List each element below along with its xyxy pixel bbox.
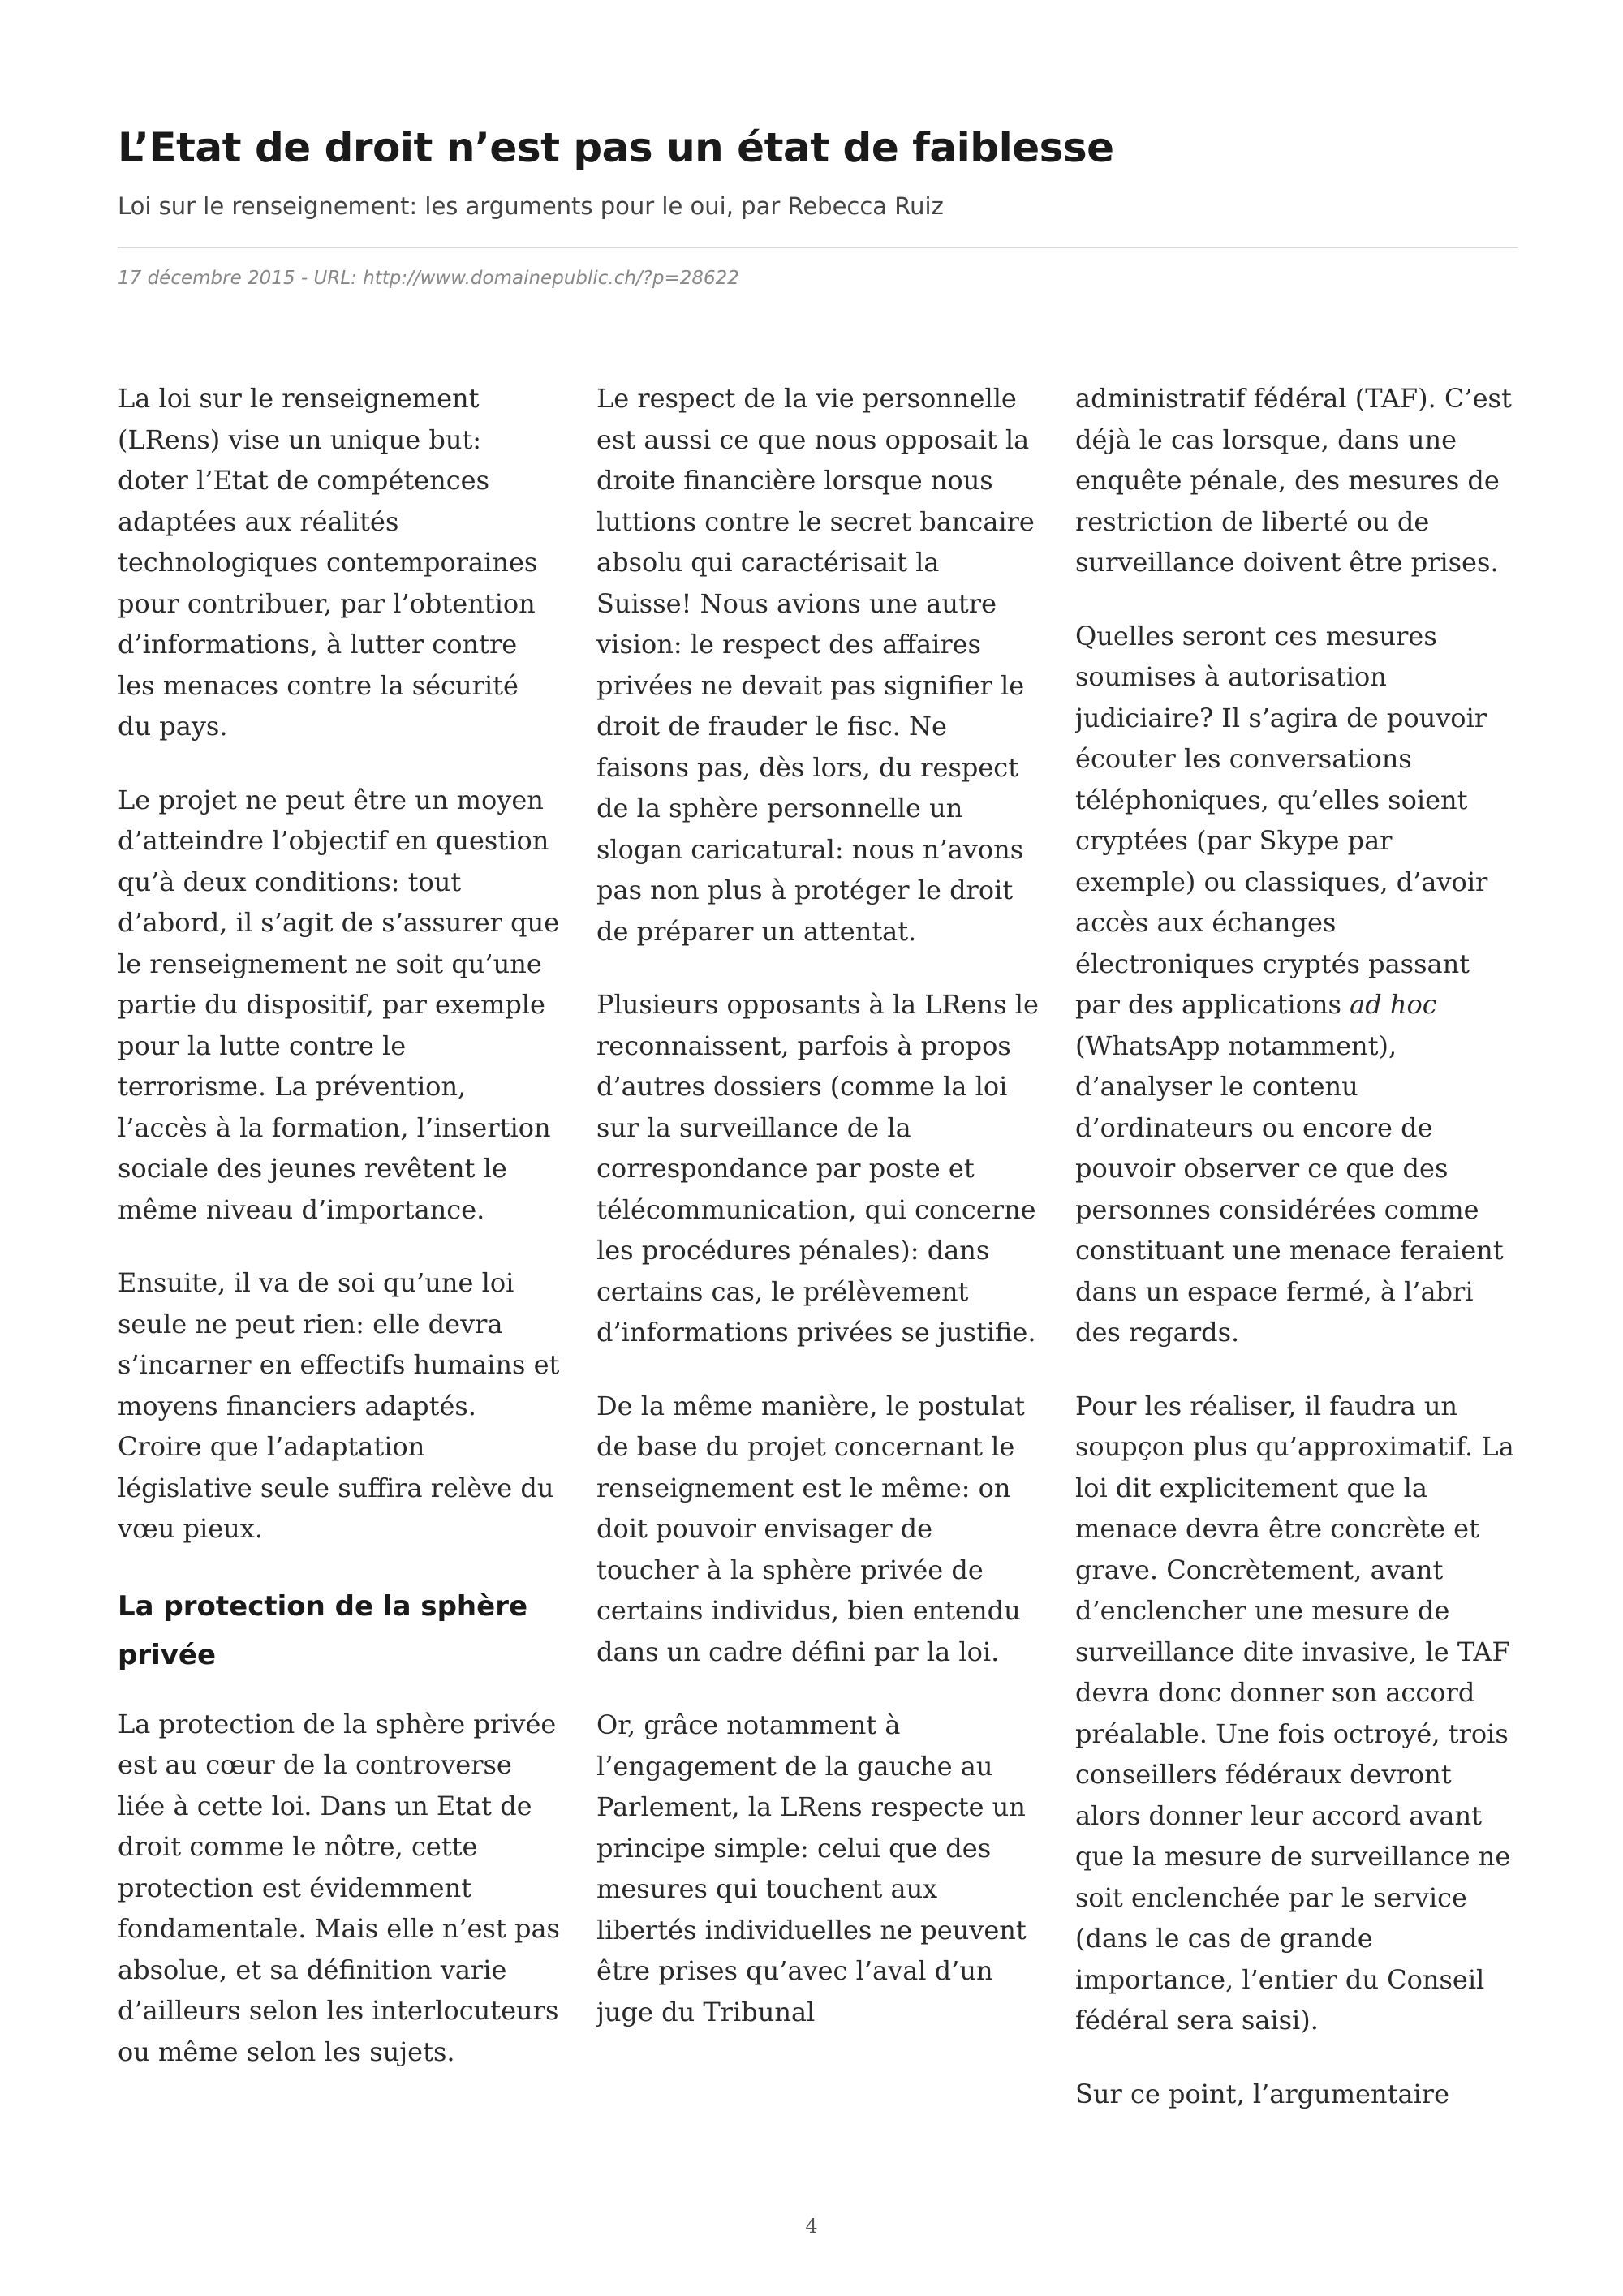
column-1 [118,378,560,2179]
paragraph: La loi sur le renseignement (LRens) vise un unique but: doter l’Etat de compétences adaptées aux réalités technologiques contemporaines pour contribuer, par l’obtention d’informations, à lutter contre les menaces contre la sécurité du pays. [118,383,538,742]
article-subtitle: Loi sur le renseignement: les arguments pour le oui, par Rebecca Ruiz [118,192,944,220]
column-3 [1075,378,1518,2179]
paragraph: administratif fédéral (TAF). C’est déjà le cas lorsque, dans une enquête pénale, des mesures de restriction de liberté ou de surveillance doivent être prises. [1075,383,1512,578]
paragraph: Or, grâce notamment à l’engagement de la gauche au Parlement, la LRens respecte un principe simple: celui que des mesures qui touchent aux libertés individuelles ne peuvent être prises qu’avec l’aval d’un juge du Tribunal [596,1709,1027,2027]
paragraph: Pour les réaliser, il faudra un soupçon plus qu’approximatif. La loi dit explicitement que la menace devra être concrète et grave. Concrètement, avant d’enclencher une mesure de surveillance dite invasive, le TAF devra donc donner son accord préalable. Une fois octroyé, trois conseillers fédéraux devront alors donner leur accord avant que la mesure de surveillance ne soit enclenchée par le service (dans le cas de grande importance, l’entier du Conseil fédéral sera saisi). [1075,1390,1514,2036]
column-2 [596,378,1039,2179]
section-heading: La protection de la sphère privée [118,1589,528,1671]
page-number: 4 [805,2215,818,2238]
paragraph: Ensuite, il va de soi qu’une loi seule ne peut rien: elle devra s’incarner en effectifs humains et moyens financiers adaptés. Croire que l’adaptation législative seule suffira relève du vœu pieux. [118,1267,560,1544]
paragraph: Plusieurs opposants à la LRens le reconnaissent, parfois à propos d’autres dossiers (comme la loi sur la surveillance de la correspondance par poste et télécommunication, qui concerne les procédures pénales): dans certains cas, le prélèvement d’informations privées se justifie. [596,989,1039,1348]
article-header [118,122,1518,289]
paragraph: Le respect de la vie personnelle est aussi ce que nous opposait la droite financière lorsque nous luttions contre le secret bancaire absolu qui caractérisait la Suisse! Nous avions une autre vision: le respect des affaires privées ne devait pas signifier le droit de frauder le fisc. Ne faisons pas, dès lors, du respect de la sphère personnelle un slogan caricatural: nous n’avons pas non plus à protéger le droit de préparer un attentat. [596,383,1035,947]
emphasis-text: ad hoc [1350,989,1437,1020]
paragraph: Le projet ne peut être un moyen d’atteindre l’objectif en question qu’à deux conditions: tout d’abord, il s’agit de s’assurer que le renseignement ne soit qu’une partie du dispositif, par exemple pour la lutte contre le terrorisme. La prévention, l’accès à la formation, l’insertion sociale des jeunes revêtent le même niveau d’importance. [118,784,560,1225]
paragraph-text: (WhatsApp notamment), d’analyser le contenu d’ordinateurs ou encore de pouvoir observer ce que des personnes considérées comme constituant une menace feraient dans un espace fermé, à l’abri des regards. [1075,1030,1504,1348]
paragraph: Sur ce point, l’argumentaire [1075,2078,1449,2109]
article-meta: 17 décembre 2015 - URL: http://www.domainepublic.ch/?p=28622 [118,268,739,289]
paragraph-text: Quelles seront ces mesures soumises à autorisation judiciaire? Il s’agira de pouvoir écouter les conversations téléphoniques, qu’elles soient cryptées (par Skype par exemple) ou classiques, d’avoir accès aux échanges électroniques cryptés passant par des applications [1075,620,1488,1020]
paragraph: La protection de la sphère privée est au cœur de la controverse liée à cette loi. Dans un Etat de droit comme le nôtre, cette protection est évidemment fondamentale. Mais elle n’est pas absolue, et sa définition varie d’ailleurs selon les interlocuteurs ou même selon les sujets. [118,1708,560,2067]
article-body [118,378,1518,2179]
paragraph: De la même manière, le postulat de base du projet concernant le renseignement est le même: on doit pouvoir envisager de toucher à la sphère privée de certains individus, bien entendu dans un cadre défini par la loi. [596,1390,1025,1667]
article-title: L’Etat de droit n’est pas un état de faiblesse [118,124,1114,171]
paragraph [1075,616,1518,1353]
header-divider [118,247,1518,248]
